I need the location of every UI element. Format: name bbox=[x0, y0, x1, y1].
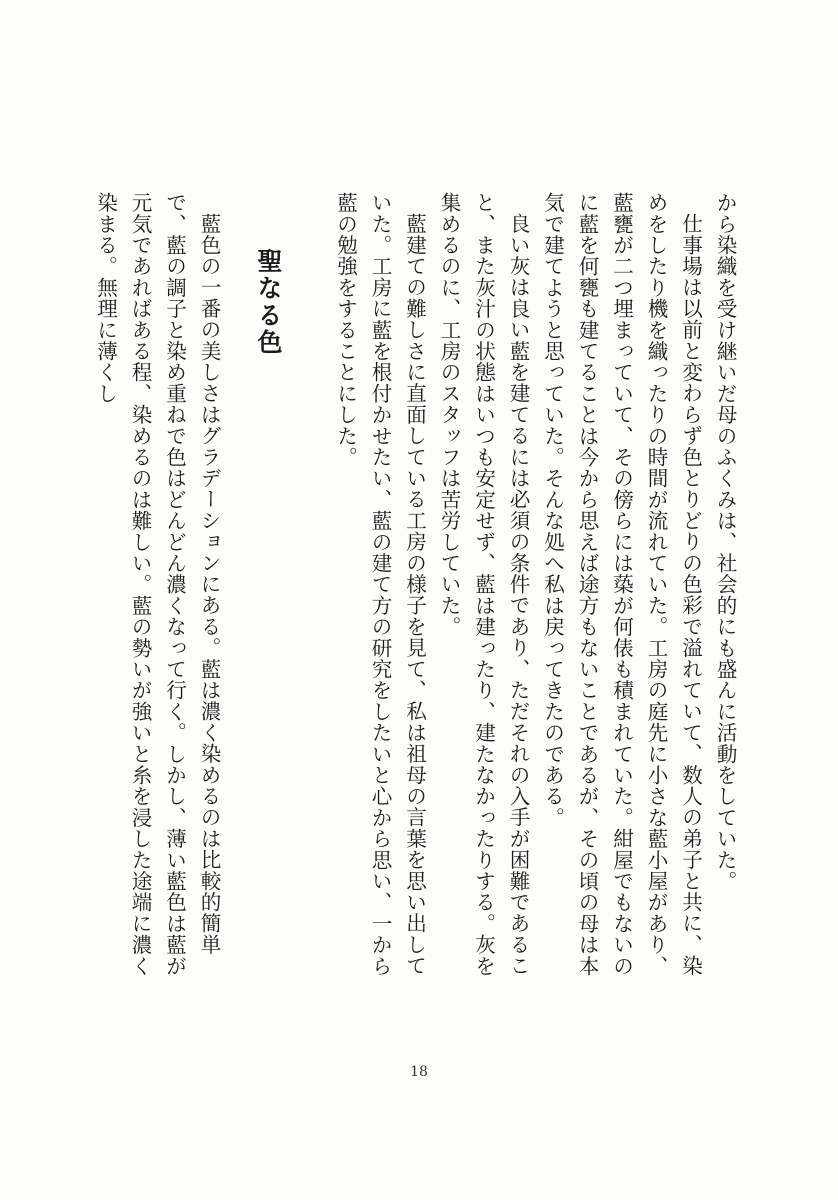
paragraph-workshop: 仕事場は以前と変わらず色とりどりの色彩で溢れていて、数人の弟子と共に、染めをしたり機を織ったりの時間が流れていた。工房の庭先に小さな藍小屋があり、藍甕が二つ埋まっていて、その傍らには蒅が何俵も積まれていた。紺屋でもないのに藍を何甕も建てることは今から思えば途方もないことであるが、その頃の母は本気で建てようと思っていた。そんな処へ私は戻ってきたのである。 bbox=[540, 192, 703, 977]
section-heading: 聖なる色 bbox=[254, 248, 283, 356]
paragraph-indigo-study: 藍建ての難しさに直面している工房の様子を見て、私は祖母の言葉を思い出していた。工房に藍を根付かせたい、藍の建て方の研究をしたいと心から思い、一から藍の勉強をすることにした。 bbox=[333, 192, 427, 977]
page-number: 18 bbox=[410, 1064, 428, 1080]
paragraph-gradation: 藍色の一番の美しさはグラデーションにある。藍は濃く染めるのは比較的簡単で、藍の調子と染め重ねで色はどんどん濃くなって行く。しかし、薄い藍色は藍が元気であればある程、染めるのは難しい。藍の勢いが強いと糸を浸した途端に濃く染まる。無理に薄くし bbox=[93, 192, 221, 977]
paragraph-ash: 良い灰は良い藍を建てるには必須の条件であり、ただそれの入手が困難であること、また灰汁の状態はいつも安定せず、藍は建ったり、建たなかったりする。灰を集めるのに、工房のスタッフは苦労していた。 bbox=[437, 192, 530, 977]
section-gap bbox=[290, 192, 328, 193]
paragraph-continued: から染織を受け継いだ母のふくみは、社会的にも盛んに活動をしていた。 bbox=[713, 192, 737, 892]
vertical-text-block bbox=[88, 192, 742, 992]
